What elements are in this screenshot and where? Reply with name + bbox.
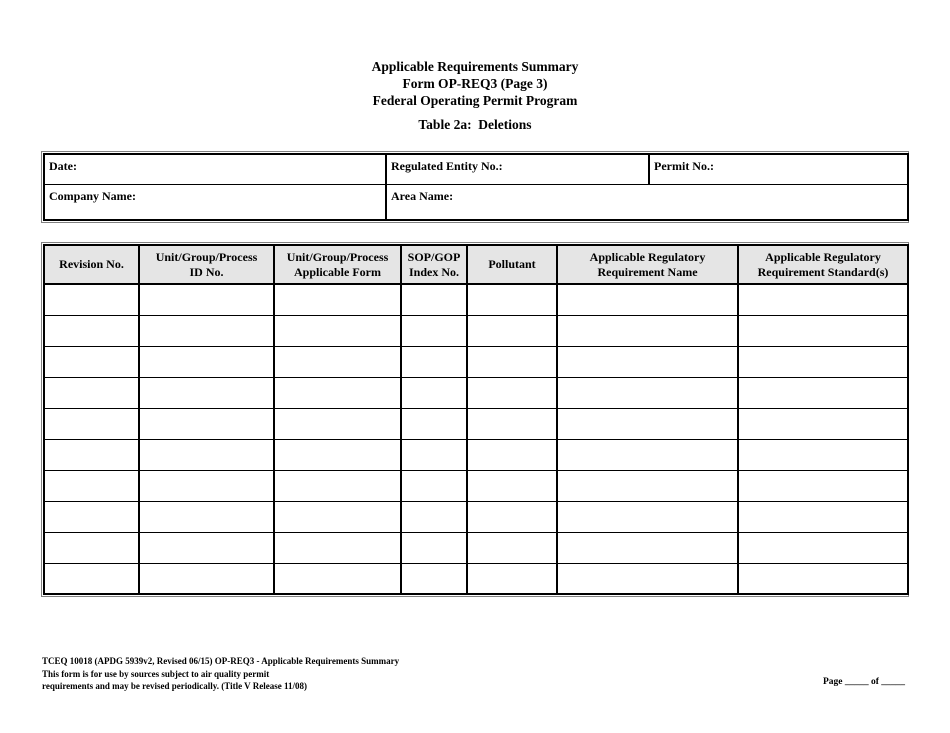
empty-cell [467, 315, 557, 346]
empty-cell [274, 315, 401, 346]
empty-cell [738, 563, 908, 594]
deletions-table-body [44, 284, 908, 594]
deletions-header-row [44, 245, 908, 284]
date-label: Date: [49, 159, 77, 173]
empty-cell [467, 563, 557, 594]
footer-form-id: TCEQ 10018 (APDG 5939v2, Revised 06/15) OP-REQ3 - Applicable Requirements Summary [42, 656, 400, 666]
empty-cell [401, 315, 467, 346]
empty-data-row [44, 346, 908, 377]
empty-cell [44, 470, 139, 501]
empty-cell [557, 532, 738, 563]
empty-cell [44, 563, 139, 594]
empty-cell [274, 470, 401, 501]
date-field-cell [44, 154, 386, 184]
info-row-1 [44, 154, 908, 184]
company-field-cell [44, 184, 386, 220]
empty-data-row [44, 284, 908, 315]
form-title-line1: Applicable Requirements Summary [371, 59, 579, 74]
empty-cell [557, 563, 738, 594]
empty-data-row [44, 408, 908, 439]
empty-cell [401, 346, 467, 377]
empty-cell [557, 408, 738, 439]
col-header-unit-group-process-form: Unit/Group/Process Applicable Form [274, 245, 401, 284]
area-field-cell [386, 184, 908, 220]
empty-cell [139, 563, 274, 594]
empty-cell [401, 377, 467, 408]
empty-cell [139, 284, 274, 315]
permit-field-cell [649, 154, 908, 184]
empty-cell [401, 501, 467, 532]
empty-cell [401, 439, 467, 470]
empty-data-row [44, 377, 908, 408]
footer-notes [42, 655, 399, 693]
table-caption: Table 2a: Deletions [418, 117, 532, 132]
title-block [0, 58, 950, 133]
empty-cell [44, 377, 139, 408]
empty-cell [139, 408, 274, 439]
empty-cell [467, 470, 557, 501]
empty-cell [139, 439, 274, 470]
deletions-table [41, 242, 909, 597]
info-row-2 [44, 184, 908, 220]
empty-cell [738, 408, 908, 439]
empty-cell [557, 346, 738, 377]
company-label: Company Name: [49, 188, 136, 203]
empty-cell [557, 315, 738, 346]
empty-cell [44, 532, 139, 563]
empty-cell [274, 408, 401, 439]
empty-cell [44, 439, 139, 470]
empty-cell [401, 532, 467, 563]
empty-data-row [44, 563, 908, 594]
empty-cell [139, 532, 274, 563]
empty-cell [139, 470, 274, 501]
empty-cell [467, 532, 557, 563]
empty-cell [467, 501, 557, 532]
regulated-entity-field-cell [386, 154, 649, 184]
empty-cell [274, 563, 401, 594]
empty-cell [44, 315, 139, 346]
col-header-reg-requirement-standards: Applicable Regulatory Requirement Standard(s) [738, 245, 908, 284]
empty-cell [274, 346, 401, 377]
empty-data-row [44, 439, 908, 470]
empty-cell [401, 563, 467, 594]
col-header-reg-requirement-name: Applicable Regulatory Requirement Name [557, 245, 738, 284]
empty-cell [274, 501, 401, 532]
empty-cell [738, 532, 908, 563]
empty-cell [139, 346, 274, 377]
permit-label: Permit No.: [654, 159, 714, 173]
col-header-sop-gop-index: SOP/GOP Index No. [401, 245, 467, 284]
empty-cell [467, 408, 557, 439]
empty-cell [467, 346, 557, 377]
empty-cell [738, 346, 908, 377]
regulated-entity-label: Regulated Entity No.: [391, 159, 503, 173]
col-header-pollutant: Pollutant [467, 245, 557, 284]
empty-cell [274, 284, 401, 315]
empty-cell [401, 284, 467, 315]
form-title-line3: Federal Operating Permit Program [372, 93, 578, 108]
empty-data-row [44, 532, 908, 563]
empty-cell [44, 501, 139, 532]
empty-cell [274, 532, 401, 563]
empty-data-row [44, 470, 908, 501]
empty-cell [738, 377, 908, 408]
empty-data-row [44, 315, 908, 346]
empty-cell [738, 439, 908, 470]
empty-cell [467, 439, 557, 470]
empty-cell [44, 346, 139, 377]
form-title-line2: Form OP-REQ3 (Page 3) [402, 76, 548, 91]
empty-cell [557, 377, 738, 408]
empty-cell [274, 439, 401, 470]
empty-cell [738, 315, 908, 346]
empty-cell [401, 408, 467, 439]
empty-cell [274, 377, 401, 408]
empty-cell [557, 501, 738, 532]
empty-cell [139, 501, 274, 532]
empty-cell [44, 408, 139, 439]
empty-cell [557, 470, 738, 501]
empty-cell [557, 439, 738, 470]
empty-cell [738, 470, 908, 501]
empty-cell [401, 470, 467, 501]
area-label: Area Name: [391, 188, 454, 203]
empty-cell [467, 377, 557, 408]
col-header-revision-no: Revision No. [44, 245, 139, 284]
empty-cell [738, 284, 908, 315]
empty-cell [557, 284, 738, 315]
page-of-line: Page _____ of _____ [822, 677, 905, 687]
footer-note-line1: This form is for use by sources subject to air quality permit [42, 668, 270, 679]
empty-data-row [44, 501, 908, 532]
empty-cell [44, 284, 139, 315]
empty-cell [139, 315, 274, 346]
info-table [41, 151, 909, 223]
col-header-unit-group-process-id: Unit/Group/Process ID No. [139, 245, 274, 284]
footer-note-line2: requirements and may be revised periodically. (Title V Release 11/08) [42, 681, 307, 691]
empty-cell [139, 377, 274, 408]
empty-cell [738, 501, 908, 532]
empty-cell [467, 284, 557, 315]
